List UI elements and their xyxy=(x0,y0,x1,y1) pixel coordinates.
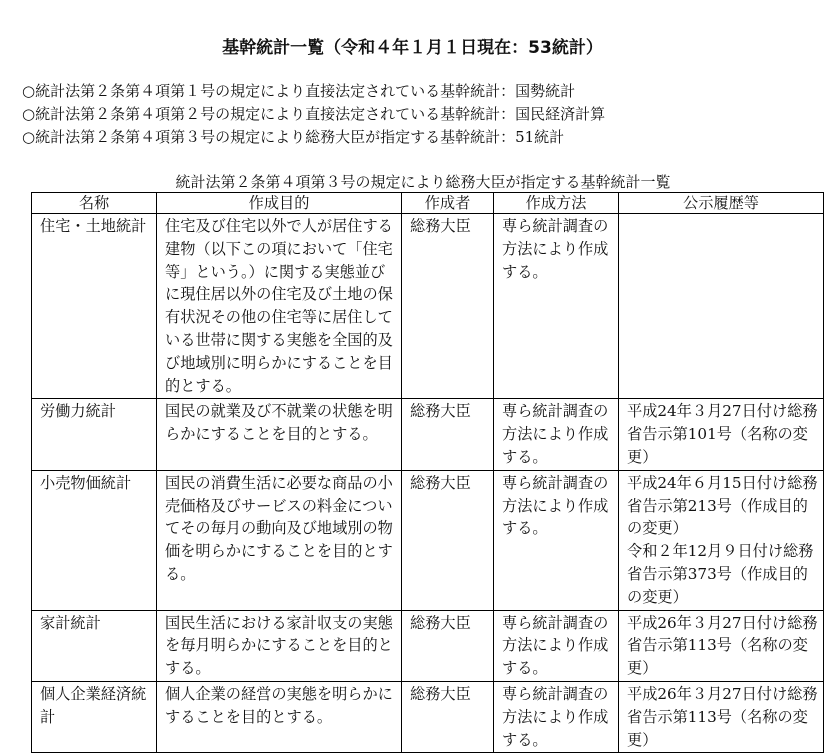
cell-purpose: 個人企業の経営の実態を明らかにすることを目的とする。 xyxy=(157,681,402,752)
cell-history xyxy=(619,470,824,610)
history-entry: 令和２年12月９日付け総務省告示第373号（作成目的の変更） xyxy=(627,542,814,606)
cell-history: 平成26年３月27日付け総務省告示第113号（名称の変更） xyxy=(619,610,824,681)
note-item: ○統計法第２条第４項第２号の規定により直接法定されている基幹統計：国民経済計算 xyxy=(22,105,606,123)
cell-name: 個人企業経済統計 xyxy=(32,681,157,752)
note-item: ○統計法第２条第４項第１号の規定により直接法定されている基幹統計：国勢統計 xyxy=(22,82,576,100)
cell-history: 平成26年３月27日付け総務省告示第113号（名称の変更） xyxy=(619,681,824,752)
cell-history xyxy=(619,214,824,399)
note-item: ○統計法第２条第４項第３号の規定により総務大臣が指定する基幹統計：51統計 xyxy=(22,128,565,146)
cell-creator: 総務大臣 xyxy=(402,470,494,610)
notes-list xyxy=(22,80,605,149)
cell-name: 労働力統計 xyxy=(32,399,157,470)
cell-name: 家計統計 xyxy=(32,610,157,681)
cell-creator: 総務大臣 xyxy=(402,399,494,470)
column-header-purpose: 作成目的 xyxy=(157,193,402,214)
table-row xyxy=(32,214,824,399)
cell-purpose: 住宅及び住宅以外で人が居住する建物（以下この項において「住宅等」という。）に関する実態並びに現住居以外の住宅及び土地の保有状況その他の住宅等に居住している世帯に関する実態を全国的及び地域別に明らかにすることを目的とする。 xyxy=(157,214,402,399)
table-row xyxy=(32,610,824,681)
cell-method: 専ら統計調査の方法により作成する。 xyxy=(494,399,619,470)
table-caption: 統計法第２条第４項第３号の規定により総務大臣が指定する基幹統計一覧 xyxy=(175,173,671,191)
page-title: 基幹統計一覧（令和４年１月１日現在：53統計） xyxy=(222,38,603,58)
cell-creator: 総務大臣 xyxy=(402,681,494,752)
cell-method: 専ら統計調査の方法により作成する。 xyxy=(494,214,619,399)
cell-method: 専ら統計調査の方法により作成する。 xyxy=(494,610,619,681)
cell-creator: 総務大臣 xyxy=(402,610,494,681)
cell-method: 専ら統計調査の方法により作成する。 xyxy=(494,681,619,752)
statistics-table xyxy=(31,192,824,753)
table-row xyxy=(32,470,824,610)
table-header-row xyxy=(32,193,824,214)
cell-method: 専ら統計調査の方法により作成する。 xyxy=(494,470,619,610)
column-header-creator: 作成者 xyxy=(402,193,494,214)
column-header-history: 公示履歴等 xyxy=(619,193,824,214)
column-header-name: 名称 xyxy=(32,193,157,214)
table-row xyxy=(32,681,824,752)
column-header-method: 作成方法 xyxy=(494,193,619,214)
cell-name: 小売物価統計 xyxy=(32,470,157,610)
cell-purpose: 国民の消費生活に必要な商品の小売価格及びサービスの料金についてその毎月の動向及び地域別の物価を明らかにすることを目的とする。 xyxy=(157,470,402,610)
cell-creator: 総務大臣 xyxy=(402,214,494,399)
table-row xyxy=(32,399,824,470)
history-entry: 平成24年６月15日付け総務省告示第213号（作成目的の変更） xyxy=(627,473,818,538)
cell-name: 住宅・土地統計 xyxy=(32,214,157,399)
cell-history: 平成24年３月27日付け総務省告示第101号（名称の変更） xyxy=(619,399,824,470)
cell-purpose: 国民生活における家計収支の実態を毎月明らかにすることを目的とする。 xyxy=(157,610,402,681)
cell-purpose: 国民の就業及び不就業の状態を明らかにすることを目的とする。 xyxy=(157,399,402,470)
